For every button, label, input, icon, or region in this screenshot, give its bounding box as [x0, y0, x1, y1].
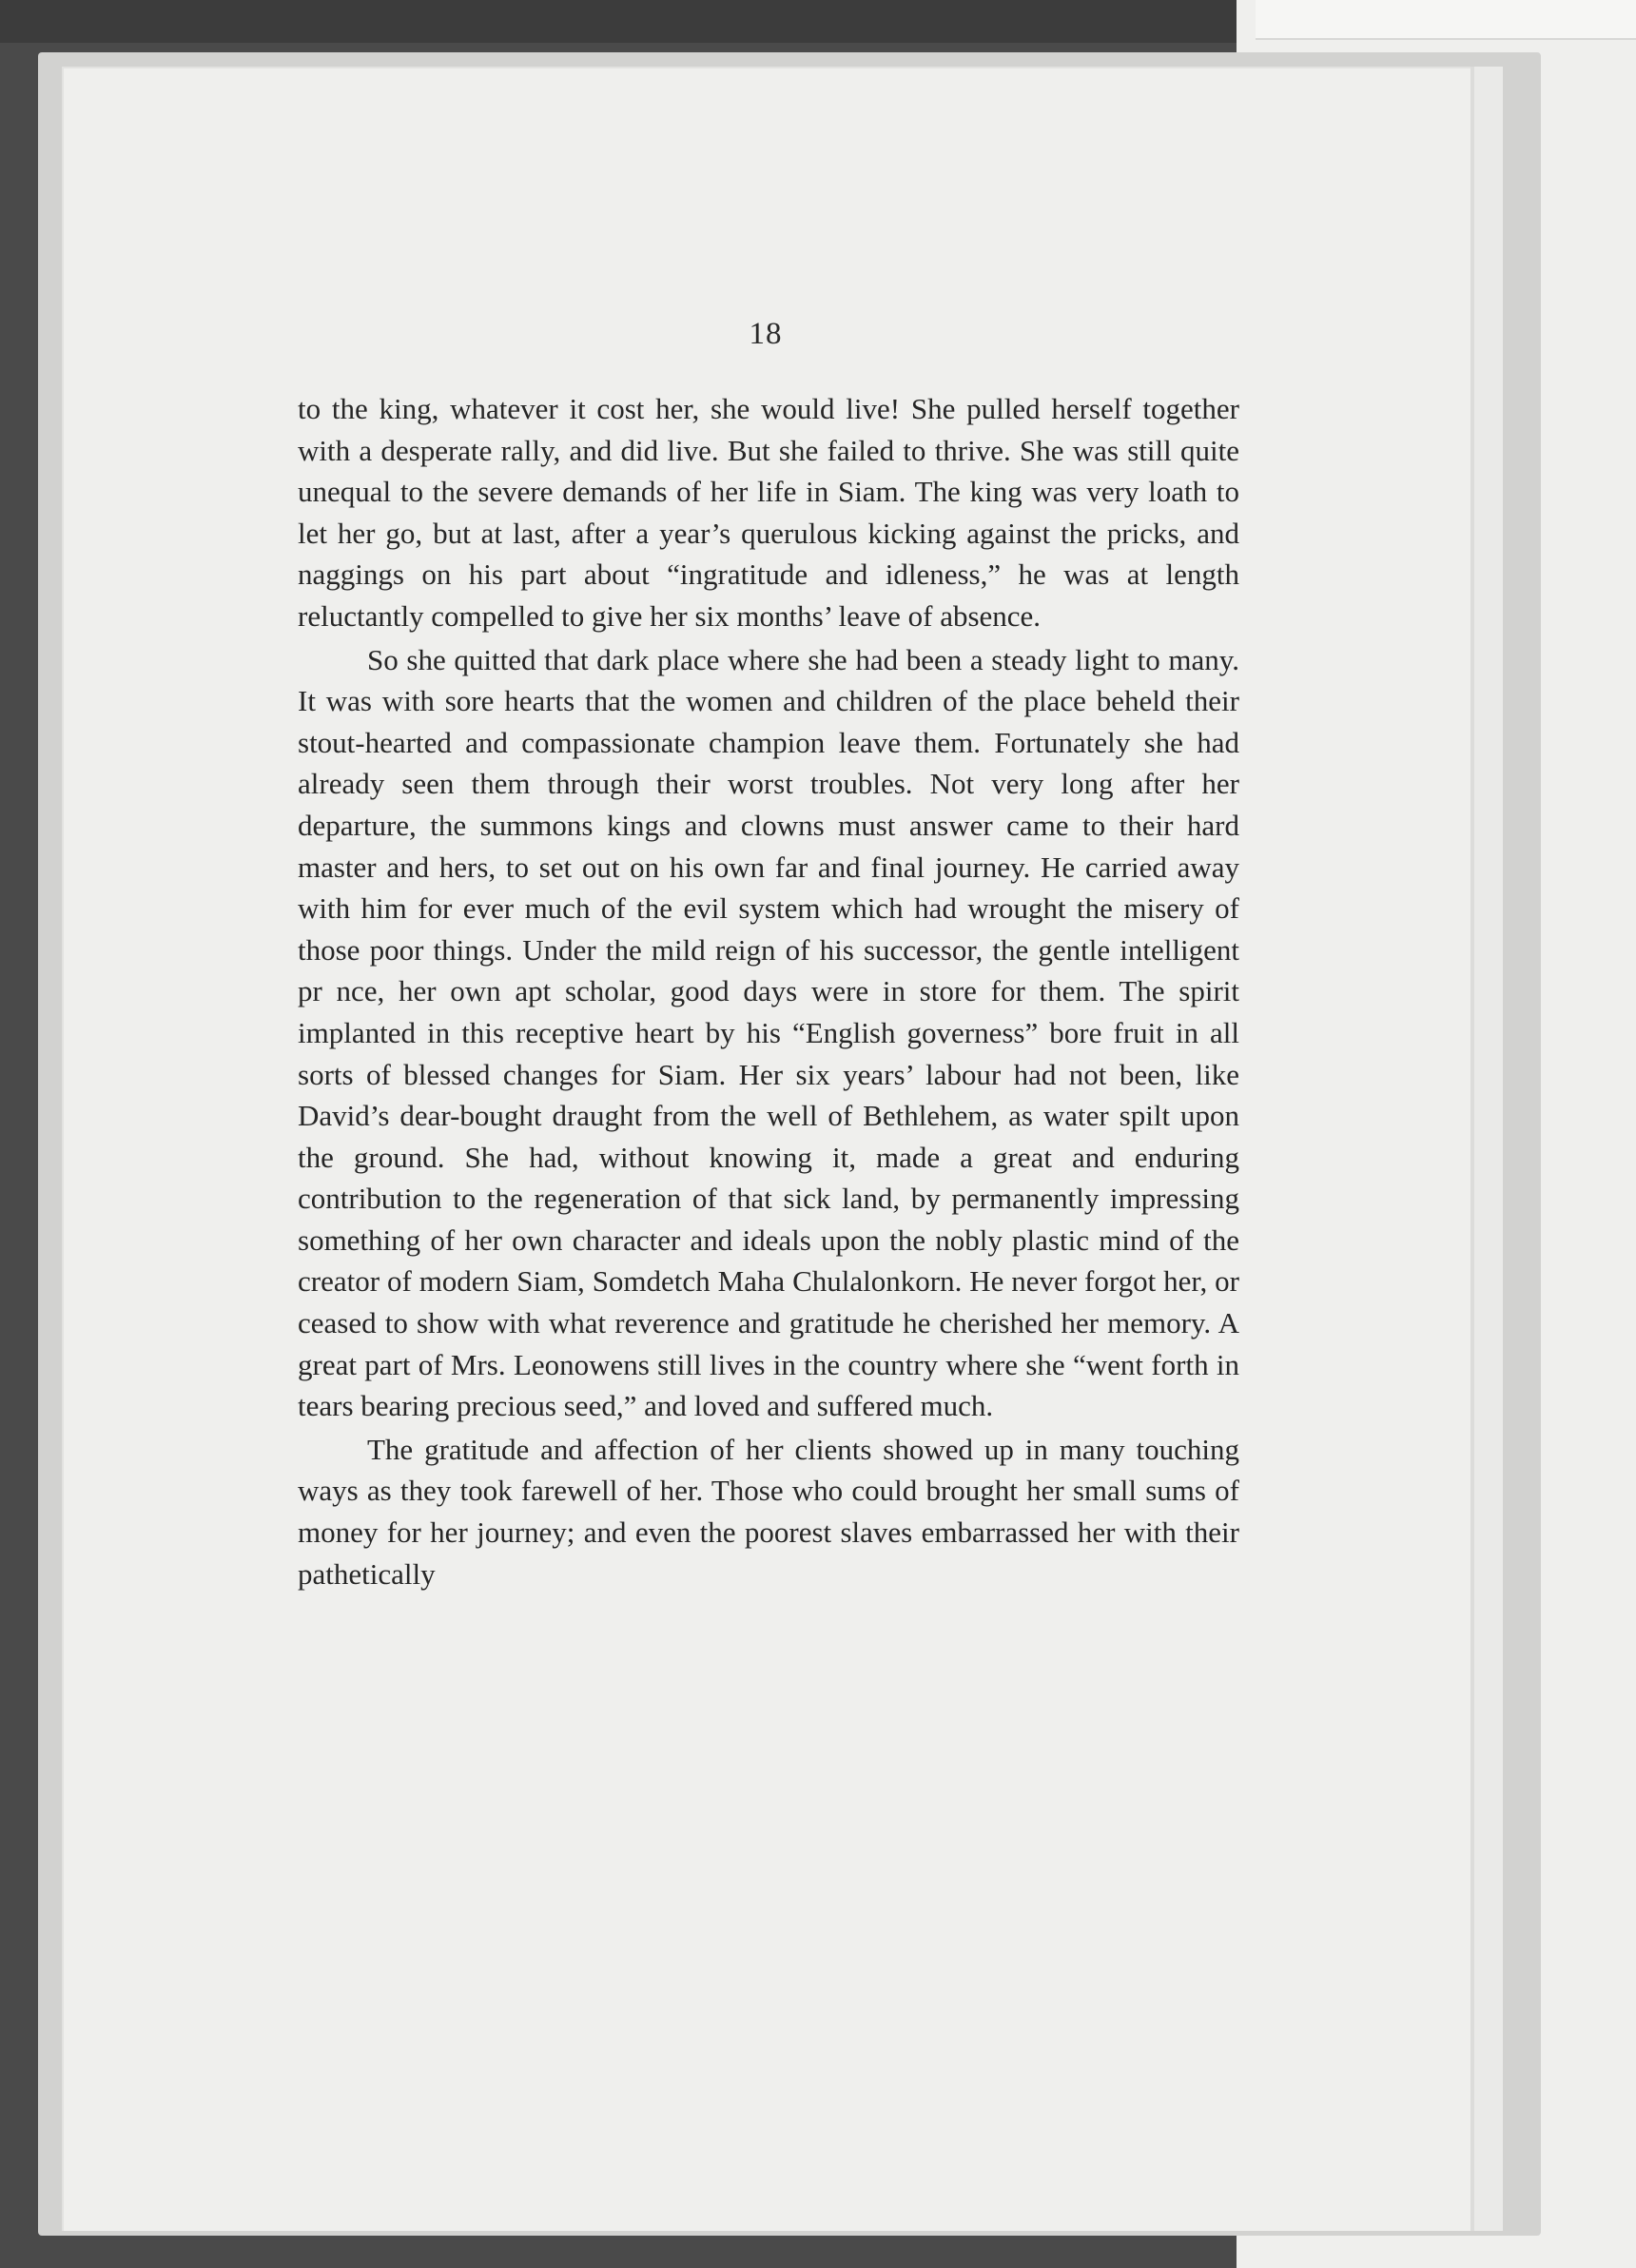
paper-edge	[1256, 0, 1636, 40]
facing-page-edge	[1474, 67, 1503, 2231]
paragraph-3: The gratitude and affection of her clients showed up in many touching ways as they took farewell of her. Those who could brought her small sums of money for her journey; and even the poorest slaves embarrassed her with their pathetically	[298, 1432, 1239, 1591]
paragraph-2: So she quitted that dark place where she had been a steady light to many. It was with sore hearts that the women and children of the place beheld their stout-hearted and compassionate champion leave them. Fortunately she had already seen them through their worst troubles. Not very long after her departure, the summons kings and clowns must answer came to their hard master and hers, to set out on his own far and final journey. He carried away with him for ever much of the evil system which had wrought the misery of those poor things. Under the mild reign of his successor, the gentle intelligent pr nce, her own apt scholar, good days were in store for them. The spirit implanted in this receptive heart by his “English governess” bore fruit in all sorts of blessed changes for Siam. Her six years’ labour had not been, like David’s dear-bought draught from the well of Bethlehem, as water spilt upon the ground. She had, without knowing it, made a great and enduring contribution to the regeneration of that sick land, by permanently impressing something of her own character and ideals upon the nobly plastic mind of the creator of modern Siam, Somdetch Maha Chulalonkorn. He never forgot her, or ceased to show with what reverence and gratitude he cherished her memory. A great part of Mrs. Leonowens still lives in the country where she “went forth in tears bearing precious seed,” and loved and suffered much.	[298, 642, 1239, 1423]
body-text	[298, 388, 1239, 1594]
paragraph-1: to the king, whatever it cost her, she would live! She pulled herself together with a desperate rally, and did live. But she failed to thrive. She was still quite unequal to the severe demands of her life in Siam. The king was very loath to let her go, but at last, after a year’s querulous kicking against the pricks, and naggings on his part about “ingratitude and idleness,” he was at length reluctantly compelled to give her six months’ leave of absence.	[298, 392, 1239, 633]
scanner-background-top	[0, 0, 1237, 43]
page-number: 18	[749, 317, 783, 351]
